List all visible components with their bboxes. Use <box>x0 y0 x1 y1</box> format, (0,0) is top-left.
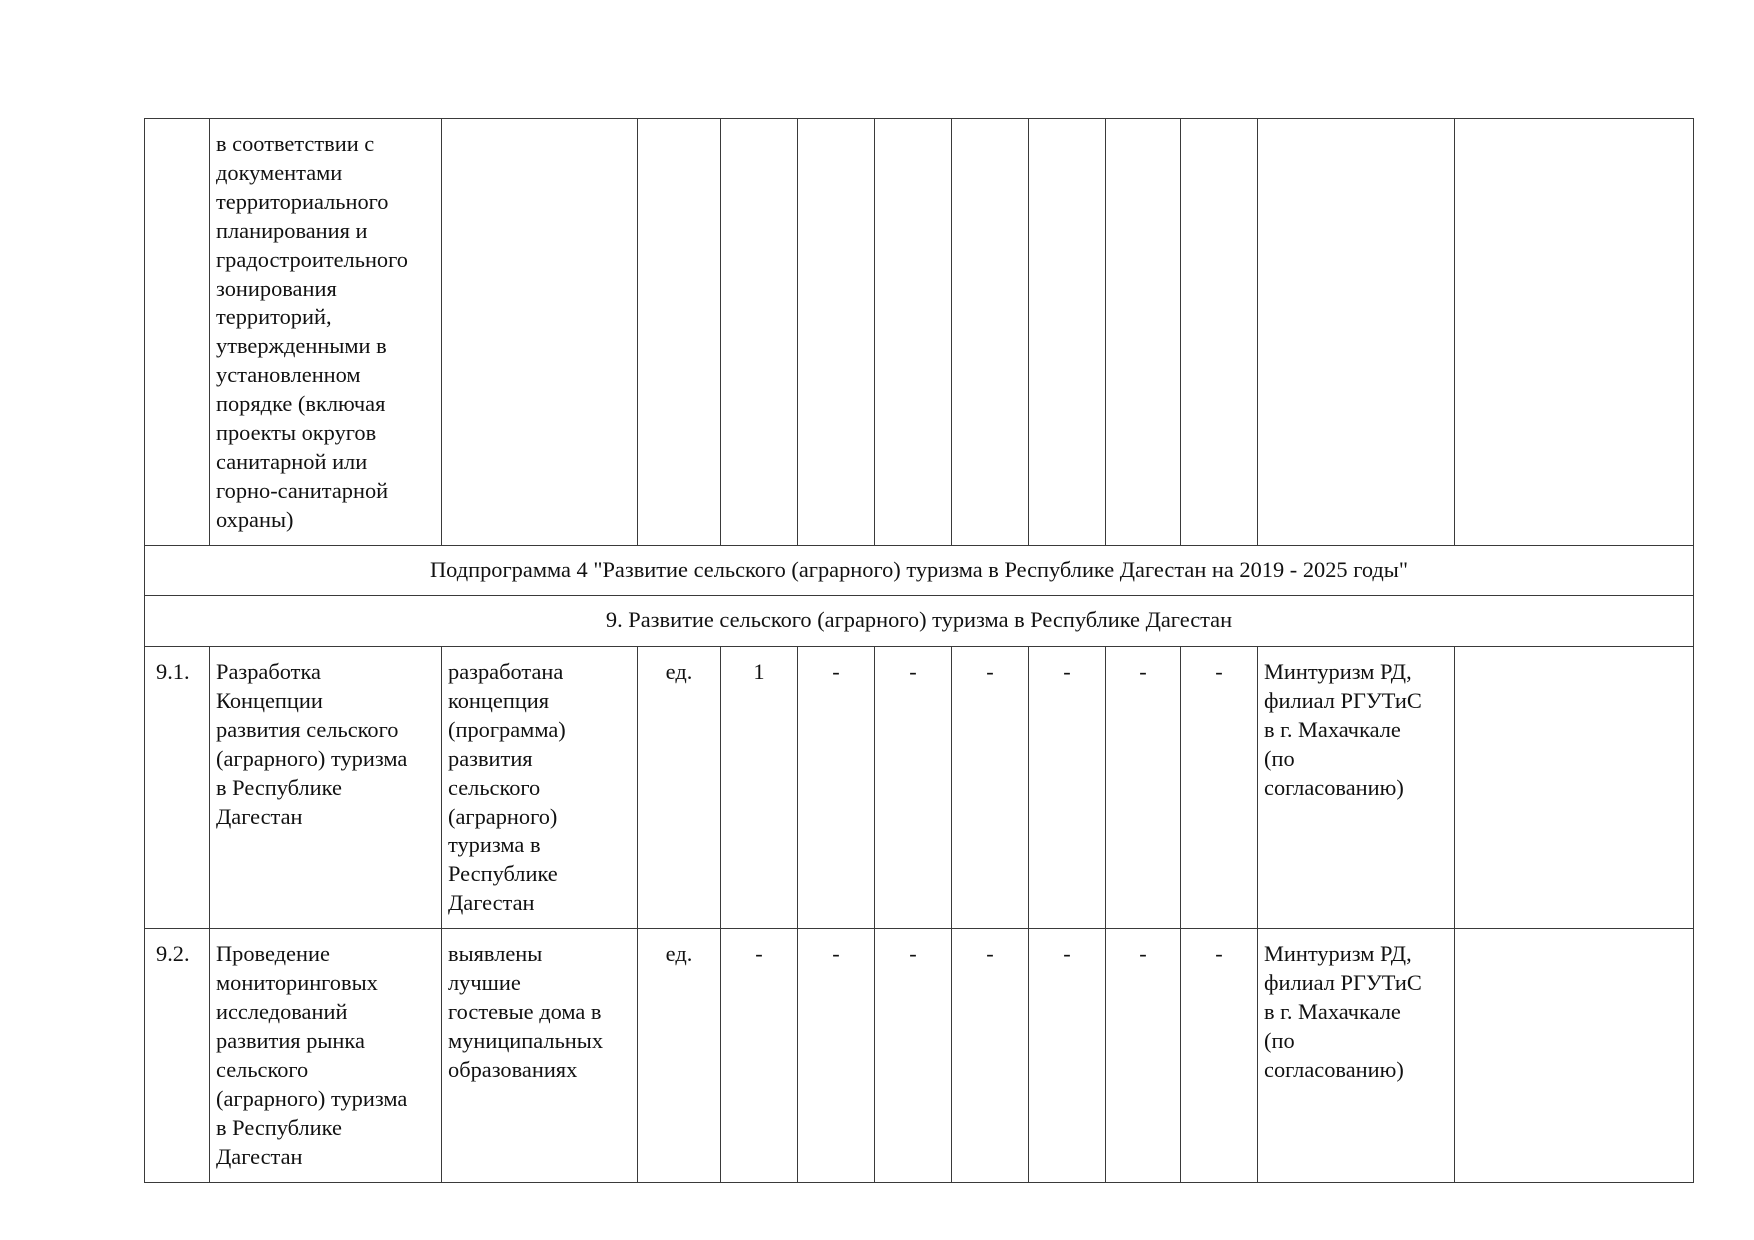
executor-cell <box>1258 929 1455 1183</box>
measure-name-line: (аграрного) туризма <box>216 745 408 771</box>
table-row <box>145 929 1694 1183</box>
indicator-line: образованиях <box>448 1056 578 1082</box>
value-cell <box>952 119 1029 546</box>
measure-name-line: планирования и <box>216 217 368 243</box>
unit-cell: ед. <box>638 647 721 929</box>
measure-name-line: утвержденными в <box>216 333 387 359</box>
row-number-cell: 9.1. <box>145 647 210 929</box>
executor-line: (по <box>1264 1027 1295 1053</box>
measure-name-line: проекты округов <box>216 420 377 446</box>
note-cell <box>1455 647 1694 929</box>
value-cell <box>1029 119 1106 546</box>
measure-name-line: Разработка <box>216 659 321 684</box>
executor-line: Минтуризм РД, <box>1264 659 1412 684</box>
measure-name-line: территориального <box>216 188 389 214</box>
executor-line: филиал РГУТиС <box>1264 687 1422 713</box>
indicator-line: муниципальных <box>448 1027 604 1053</box>
executor-cell <box>1258 119 1455 546</box>
measures-table <box>144 118 1694 1183</box>
value-cell: - <box>952 929 1029 1183</box>
measure-name-line: территорий, <box>216 304 332 330</box>
indicator-cell <box>442 929 638 1183</box>
indicator-line: сельского <box>448 774 541 800</box>
value-cell: - <box>1181 647 1258 929</box>
measure-name-line: в Республике <box>216 774 342 800</box>
measure-name-line: (аграрного) туризма <box>216 1085 408 1111</box>
executor-line: согласованию) <box>1264 774 1404 800</box>
value-cell: 1 <box>721 647 798 929</box>
value-cell <box>798 119 875 546</box>
measure-name-line: охраны) <box>216 506 294 532</box>
measure-name-line: Концепции <box>216 687 323 713</box>
executor-line: согласованию) <box>1264 1056 1404 1082</box>
executor-line: филиал РГУТиС <box>1264 970 1422 996</box>
subprogram-row <box>145 546 1694 596</box>
measure-name-line: Дагестан <box>216 1143 303 1169</box>
value-cell: - <box>1029 929 1106 1183</box>
indicator-cell <box>442 647 638 929</box>
unit-cell: ед. <box>638 929 721 1183</box>
row-number-cell: 9.2. <box>145 929 210 1183</box>
indicator-line: Республике <box>448 861 558 887</box>
section-row <box>145 596 1694 647</box>
subprogram-heading: Подпрограмма 4 "Развитие сельского (аграрного) туризма в Республике Дагестан на 2019 - 2025 годы" <box>145 546 1694 596</box>
value-cell <box>1106 119 1181 546</box>
indicator-line: концепция <box>448 687 550 713</box>
measure-name-line: санитарной или <box>216 448 368 474</box>
indicator-line: развития <box>448 745 533 771</box>
executor-line: (по <box>1264 745 1295 771</box>
measure-name-line: горно-санитарной <box>216 477 389 503</box>
row-number-cell <box>145 119 210 546</box>
measure-name-line: в соответствии с <box>216 131 375 156</box>
indicator-line: выявлены <box>448 941 543 967</box>
indicator-line: туризма в <box>448 832 541 858</box>
value-cell: - <box>1029 647 1106 929</box>
continuation-row <box>145 119 1694 546</box>
value-cell: - <box>1106 929 1181 1183</box>
value-cell: - <box>721 929 798 1183</box>
unit-cell <box>638 119 721 546</box>
measure-name-line: установленном <box>216 362 361 388</box>
measure-name-cell <box>210 929 442 1183</box>
value-cell <box>1181 119 1258 546</box>
measure-name-cell <box>210 119 442 546</box>
value-cell: - <box>875 929 952 1183</box>
measure-name-line: Дагестан <box>216 803 303 829</box>
value-cell: - <box>1181 929 1258 1183</box>
measure-name-line: в Республике <box>216 1114 342 1140</box>
executor-line: в г. Махачкале <box>1264 998 1401 1024</box>
note-cell <box>1455 929 1694 1183</box>
indicator-line: гостевые дома в <box>448 998 602 1024</box>
section-heading: 9. Развитие сельского (аграрного) туризма в Республике Дагестан <box>145 596 1694 647</box>
indicator-line: разработана <box>448 659 564 684</box>
measure-name-line: градостроительного <box>216 246 408 272</box>
indicator-line: лучшие <box>448 970 521 996</box>
note-cell <box>1455 119 1694 546</box>
executor-line: в г. Махачкале <box>1264 716 1401 742</box>
measure-name-line: развития сельского <box>216 716 399 742</box>
measure-name-line: Проведение <box>216 941 330 967</box>
measure-name-line: порядке (включая <box>216 391 386 417</box>
indicator-line: Дагестан <box>448 890 535 916</box>
measure-name-line: мониторинговых <box>216 970 378 996</box>
value-cell <box>875 119 952 546</box>
table-row <box>145 647 1694 929</box>
indicator-cell <box>442 119 638 546</box>
executor-cell <box>1258 647 1455 929</box>
value-cell: - <box>798 647 875 929</box>
indicator-line: (программа) <box>448 716 566 742</box>
measure-name-line: зонирования <box>216 275 337 301</box>
value-cell: - <box>875 647 952 929</box>
value-cell <box>721 119 798 546</box>
value-cell: - <box>952 647 1029 929</box>
measure-name-line: сельского <box>216 1056 309 1082</box>
executor-line: Минтуризм РД, <box>1264 941 1412 967</box>
measure-name-line: исследований <box>216 998 348 1024</box>
value-cell: - <box>798 929 875 1183</box>
measure-name-line: развития рынка <box>216 1027 365 1053</box>
indicator-line: (аграрного) <box>448 803 558 829</box>
value-cell: - <box>1106 647 1181 929</box>
measure-name-line: документами <box>216 159 343 185</box>
measure-name-cell <box>210 647 442 929</box>
